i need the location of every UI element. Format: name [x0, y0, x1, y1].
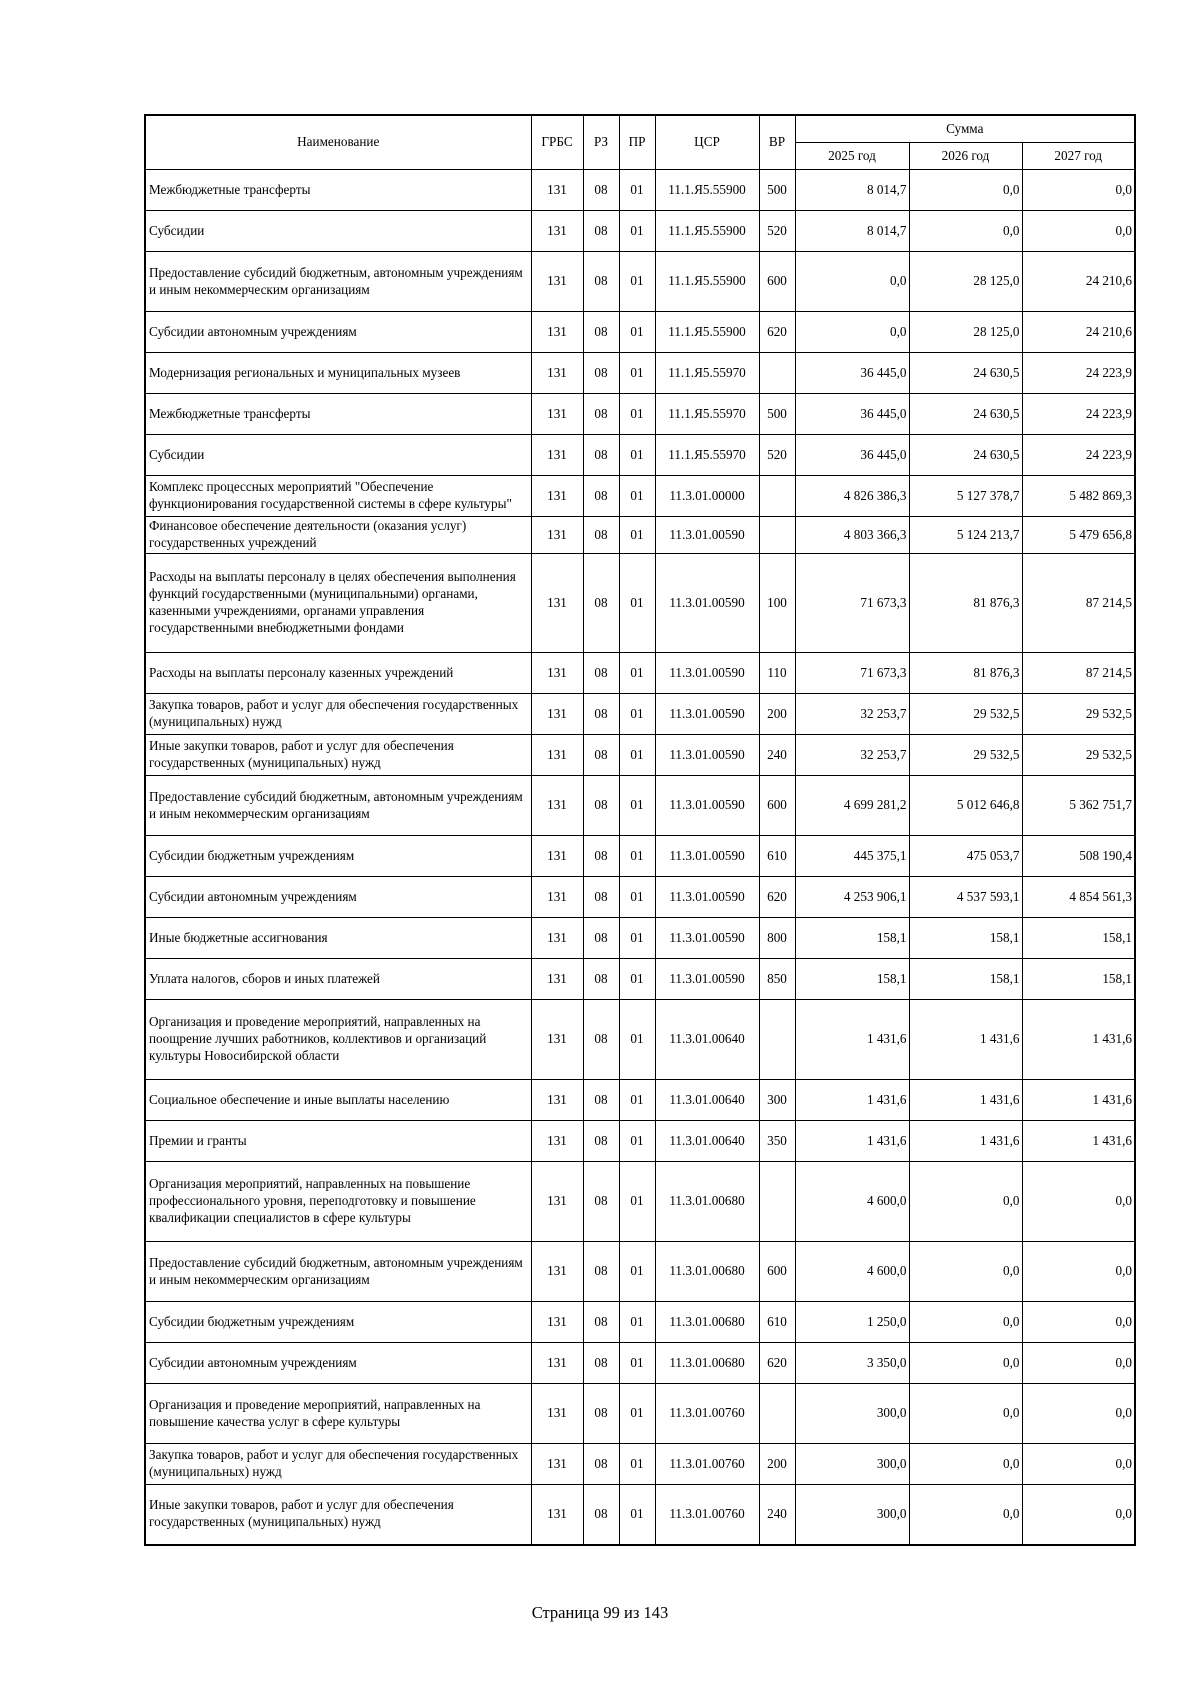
cell-pr: 01: [619, 170, 655, 211]
cell-rz: 08: [583, 1121, 619, 1162]
cell-rz: 08: [583, 1302, 619, 1343]
cell-2026: 28 125,0: [909, 312, 1022, 353]
table-row: [145, 554, 1135, 653]
cell-vr: 520: [759, 435, 795, 476]
table-row: [145, 1000, 1135, 1080]
cell-2026: 81 876,3: [909, 554, 1022, 653]
cell-2027: 29 532,5: [1022, 735, 1135, 776]
cell-rz: 08: [583, 1384, 619, 1444]
header-2025: 2025 год: [795, 143, 909, 170]
cell-2026: 5 127 378,7: [909, 476, 1022, 517]
cell-2025: 4 600,0: [795, 1242, 909, 1302]
header-grbs: ГРБС: [531, 115, 583, 170]
cell-2027: 0,0: [1022, 1384, 1135, 1444]
cell-pr: 01: [619, 1485, 655, 1545]
cell-vr: 600: [759, 252, 795, 312]
cell-2026: 5 124 213,7: [909, 517, 1022, 554]
cell-pr: 01: [619, 211, 655, 252]
cell-2027: 1 431,6: [1022, 1121, 1135, 1162]
cell-2026: 158,1: [909, 918, 1022, 959]
cell-2025: 158,1: [795, 918, 909, 959]
cell-name: Иные бюджетные ассигнования: [145, 918, 531, 959]
table-row: [145, 476, 1135, 517]
cell-2027: 5 482 869,3: [1022, 476, 1135, 517]
cell-csr: 11.1.Я5.55970: [655, 394, 759, 435]
cell-rz: 08: [583, 211, 619, 252]
table-row: [145, 877, 1135, 918]
cell-2027: 0,0: [1022, 1485, 1135, 1545]
cell-csr: 11.3.01.00640: [655, 1121, 759, 1162]
header-row: [145, 115, 1135, 143]
cell-2027: 24 210,6: [1022, 252, 1135, 312]
cell-pr: 01: [619, 1080, 655, 1121]
cell-2027: 0,0: [1022, 1242, 1135, 1302]
cell-2025: 3 350,0: [795, 1343, 909, 1384]
cell-2027: 24 210,6: [1022, 312, 1135, 353]
cell-grbs: 131: [531, 877, 583, 918]
cell-2027: 0,0: [1022, 170, 1135, 211]
table-row: [145, 435, 1135, 476]
cell-csr: 11.3.01.00590: [655, 517, 759, 554]
cell-2026: 475 053,7: [909, 836, 1022, 877]
cell-2027: 24 223,9: [1022, 394, 1135, 435]
cell-csr: 11.3.01.00000: [655, 476, 759, 517]
cell-name: Субсидии: [145, 435, 531, 476]
table-row: [145, 1302, 1135, 1343]
cell-name: Субсидии: [145, 211, 531, 252]
cell-vr: 350: [759, 1121, 795, 1162]
cell-vr: 240: [759, 735, 795, 776]
cell-2026: 24 630,5: [909, 435, 1022, 476]
cell-pr: 01: [619, 836, 655, 877]
cell-rz: 08: [583, 394, 619, 435]
cell-2025: 445 375,1: [795, 836, 909, 877]
header-name: Наименование: [145, 115, 531, 170]
cell-grbs: 131: [531, 1384, 583, 1444]
cell-vr: 850: [759, 959, 795, 1000]
cell-csr: 11.3.01.00590: [655, 836, 759, 877]
cell-2025: 300,0: [795, 1444, 909, 1485]
cell-2027: 5 479 656,8: [1022, 517, 1135, 554]
cell-csr: 11.3.01.00680: [655, 1162, 759, 1242]
cell-name: Межбюджетные трансферты: [145, 170, 531, 211]
cell-rz: 08: [583, 877, 619, 918]
cell-csr: 11.3.01.00680: [655, 1343, 759, 1384]
cell-pr: 01: [619, 776, 655, 836]
cell-csr: 11.3.01.00680: [655, 1302, 759, 1343]
cell-name: Расходы на выплаты персоналу в целях обеспечения выполнения функций государственными (муниципальными) органами, казенными учреждениями, органами управления государственными внебюджетными фондами: [145, 554, 531, 653]
cell-vr: [759, 1000, 795, 1080]
cell-csr: 11.1.Я5.55900: [655, 312, 759, 353]
cell-pr: 01: [619, 653, 655, 694]
table-row: [145, 1080, 1135, 1121]
cell-name: Модернизация региональных и муниципальных музеев: [145, 353, 531, 394]
cell-2027: 29 532,5: [1022, 694, 1135, 735]
table-row: [145, 312, 1135, 353]
cell-vr: [759, 1162, 795, 1242]
cell-grbs: 131: [531, 653, 583, 694]
cell-vr: 100: [759, 554, 795, 653]
cell-2025: 36 445,0: [795, 435, 909, 476]
cell-2025: 0,0: [795, 312, 909, 353]
cell-pr: 01: [619, 252, 655, 312]
cell-name: Иные закупки товаров, работ и услуг для обеспечения государственных (муниципальных) нужд: [145, 735, 531, 776]
cell-2027: 158,1: [1022, 918, 1135, 959]
table-row: [145, 918, 1135, 959]
cell-name: Субсидии автономным учреждениям: [145, 877, 531, 918]
cell-2026: 1 431,6: [909, 1000, 1022, 1080]
table-row: [145, 1485, 1135, 1545]
cell-pr: 01: [619, 1162, 655, 1242]
cell-csr: 11.3.01.00640: [655, 1000, 759, 1080]
cell-name: Организация и проведение мероприятий, направленных на поощрение лучших работников, коллективов и организаций культуры Новосибирской области: [145, 1000, 531, 1080]
cell-rz: 08: [583, 1444, 619, 1485]
cell-rz: 08: [583, 1162, 619, 1242]
cell-rz: 08: [583, 435, 619, 476]
table-row: [145, 1384, 1135, 1444]
cell-vr: 620: [759, 1343, 795, 1384]
cell-pr: 01: [619, 918, 655, 959]
cell-name: Финансовое обеспечение деятельности (оказания услуг) государственных учреждений: [145, 517, 531, 554]
cell-2025: 4 253 906,1: [795, 877, 909, 918]
cell-vr: 800: [759, 918, 795, 959]
cell-name: Предоставление субсидий бюджетным, автономным учреждениям и иным некоммерческим организациям: [145, 776, 531, 836]
cell-csr: 11.3.01.00760: [655, 1444, 759, 1485]
cell-2027: 24 223,9: [1022, 353, 1135, 394]
table-row: [145, 1121, 1135, 1162]
cell-vr: 620: [759, 877, 795, 918]
cell-name: Межбюджетные трансферты: [145, 394, 531, 435]
cell-2025: 36 445,0: [795, 353, 909, 394]
cell-grbs: 131: [531, 394, 583, 435]
cell-name: Организация и проведение мероприятий, направленных на повышение качества услуг в сфере культуры: [145, 1384, 531, 1444]
cell-rz: 08: [583, 353, 619, 394]
cell-rz: 08: [583, 1242, 619, 1302]
table-row: [145, 252, 1135, 312]
header-rz: РЗ: [583, 115, 619, 170]
cell-2026: 28 125,0: [909, 252, 1022, 312]
cell-pr: 01: [619, 394, 655, 435]
cell-grbs: 131: [531, 170, 583, 211]
cell-vr: 600: [759, 1242, 795, 1302]
cell-2026: 29 532,5: [909, 694, 1022, 735]
cell-2027: 0,0: [1022, 1444, 1135, 1485]
cell-vr: 520: [759, 211, 795, 252]
cell-2027: 87 214,5: [1022, 653, 1135, 694]
table-row: [145, 776, 1135, 836]
cell-name: Премии и гранты: [145, 1121, 531, 1162]
cell-rz: 08: [583, 252, 619, 312]
cell-2026: 81 876,3: [909, 653, 1022, 694]
cell-pr: 01: [619, 1242, 655, 1302]
cell-2025: 32 253,7: [795, 694, 909, 735]
cell-csr: 11.1.Я5.55900: [655, 211, 759, 252]
cell-2025: 1 431,6: [795, 1000, 909, 1080]
cell-2025: 1 431,6: [795, 1080, 909, 1121]
cell-pr: 01: [619, 1343, 655, 1384]
cell-pr: 01: [619, 959, 655, 1000]
cell-vr: [759, 353, 795, 394]
cell-grbs: 131: [531, 836, 583, 877]
cell-pr: 01: [619, 312, 655, 353]
cell-name: Субсидии автономным учреждениям: [145, 312, 531, 353]
cell-2026: 0,0: [909, 1242, 1022, 1302]
cell-grbs: 131: [531, 1080, 583, 1121]
cell-vr: [759, 517, 795, 554]
cell-2025: 0,0: [795, 252, 909, 312]
cell-2026: 0,0: [909, 170, 1022, 211]
cell-csr: 11.3.01.00640: [655, 1080, 759, 1121]
cell-rz: 08: [583, 476, 619, 517]
cell-pr: 01: [619, 1121, 655, 1162]
cell-csr: 11.1.Я5.55970: [655, 435, 759, 476]
cell-pr: 01: [619, 517, 655, 554]
cell-rz: 08: [583, 554, 619, 653]
cell-vr: [759, 1384, 795, 1444]
table-row: [145, 959, 1135, 1000]
header-2027: 2027 год: [1022, 143, 1135, 170]
cell-csr: 11.3.01.00590: [655, 694, 759, 735]
cell-2026: 1 431,6: [909, 1080, 1022, 1121]
cell-name: Социальное обеспечение и иные выплаты населению: [145, 1080, 531, 1121]
cell-2026: 29 532,5: [909, 735, 1022, 776]
cell-2027: 0,0: [1022, 1302, 1135, 1343]
cell-2025: 36 445,0: [795, 394, 909, 435]
cell-rz: 08: [583, 170, 619, 211]
cell-name: Иные закупки товаров, работ и услуг для обеспечения государственных (муниципальных) нужд: [145, 1485, 531, 1545]
table-row: [145, 735, 1135, 776]
cell-pr: 01: [619, 694, 655, 735]
cell-grbs: 131: [531, 776, 583, 836]
cell-rz: 08: [583, 1343, 619, 1384]
cell-2026: 24 630,5: [909, 394, 1022, 435]
cell-rz: 08: [583, 694, 619, 735]
header-2026: 2026 год: [909, 143, 1022, 170]
cell-2025: 300,0: [795, 1384, 909, 1444]
cell-grbs: 131: [531, 554, 583, 653]
table-row: [145, 517, 1135, 554]
cell-name: Расходы на выплаты персоналу казенных учреждений: [145, 653, 531, 694]
cell-rz: 08: [583, 918, 619, 959]
cell-2025: 8 014,7: [795, 211, 909, 252]
cell-2027: 1 431,6: [1022, 1000, 1135, 1080]
cell-2025: 4 699 281,2: [795, 776, 909, 836]
table-row: [145, 211, 1135, 252]
cell-csr: 11.1.Я5.55970: [655, 353, 759, 394]
table-row: [145, 1162, 1135, 1242]
cell-pr: 01: [619, 1302, 655, 1343]
cell-csr: 11.3.01.00760: [655, 1485, 759, 1545]
cell-grbs: 131: [531, 735, 583, 776]
cell-vr: 610: [759, 1302, 795, 1343]
cell-csr: 11.3.01.00590: [655, 959, 759, 1000]
cell-2025: 71 673,3: [795, 554, 909, 653]
header-sum: Сумма: [795, 115, 1135, 143]
cell-csr: 11.1.Я5.55900: [655, 252, 759, 312]
cell-vr: 610: [759, 836, 795, 877]
header-csr: ЦСР: [655, 115, 759, 170]
cell-vr: 200: [759, 694, 795, 735]
cell-grbs: 131: [531, 959, 583, 1000]
table-row: [145, 170, 1135, 211]
cell-vr: 200: [759, 1444, 795, 1485]
cell-2027: 508 190,4: [1022, 836, 1135, 877]
cell-name: Предоставление субсидий бюджетным, автономным учреждениям и иным некоммерческим организациям: [145, 1242, 531, 1302]
cell-2026: 1 431,6: [909, 1121, 1022, 1162]
cell-2027: 5 362 751,7: [1022, 776, 1135, 836]
cell-2025: 300,0: [795, 1485, 909, 1545]
cell-2025: 4 803 366,3: [795, 517, 909, 554]
cell-rz: 08: [583, 1485, 619, 1545]
cell-grbs: 131: [531, 1000, 583, 1080]
cell-csr: 11.3.01.00590: [655, 735, 759, 776]
cell-2026: 4 537 593,1: [909, 877, 1022, 918]
cell-rz: 08: [583, 1080, 619, 1121]
header-vr: ВР: [759, 115, 795, 170]
cell-vr: [759, 476, 795, 517]
cell-pr: 01: [619, 877, 655, 918]
cell-csr: 11.3.01.00680: [655, 1242, 759, 1302]
cell-2027: 1 431,6: [1022, 1080, 1135, 1121]
cell-grbs: 131: [531, 435, 583, 476]
table-row: [145, 653, 1135, 694]
cell-2026: 0,0: [909, 1485, 1022, 1545]
cell-name: Закупка товаров, работ и услуг для обеспечения государственных (муниципальных) нужд: [145, 1444, 531, 1485]
table-row: [145, 694, 1135, 735]
cell-2026: 0,0: [909, 1162, 1022, 1242]
cell-grbs: 131: [531, 1302, 583, 1343]
cell-rz: 08: [583, 959, 619, 1000]
cell-pr: 01: [619, 735, 655, 776]
table-row: [145, 1242, 1135, 1302]
cell-grbs: 131: [531, 918, 583, 959]
cell-2026: 0,0: [909, 1302, 1022, 1343]
cell-pr: 01: [619, 353, 655, 394]
cell-2027: 0,0: [1022, 1343, 1135, 1384]
cell-pr: 01: [619, 1384, 655, 1444]
cell-vr: 240: [759, 1485, 795, 1545]
cell-vr: 110: [759, 653, 795, 694]
cell-name: Субсидии бюджетным учреждениям: [145, 1302, 531, 1343]
cell-grbs: 131: [531, 1485, 583, 1545]
cell-pr: 01: [619, 554, 655, 653]
cell-2025: 71 673,3: [795, 653, 909, 694]
table-row: [145, 1444, 1135, 1485]
cell-pr: 01: [619, 1444, 655, 1485]
cell-name: Субсидии автономным учреждениям: [145, 1343, 531, 1384]
cell-name: Предоставление субсидий бюджетным, автономным учреждениям и иным некоммерческим организациям: [145, 252, 531, 312]
cell-2027: 158,1: [1022, 959, 1135, 1000]
cell-grbs: 131: [531, 1444, 583, 1485]
budget-table: [144, 114, 1136, 1546]
cell-grbs: 131: [531, 476, 583, 517]
cell-2025: 4 600,0: [795, 1162, 909, 1242]
table-row: [145, 353, 1135, 394]
cell-grbs: 131: [531, 312, 583, 353]
cell-2027: 87 214,5: [1022, 554, 1135, 653]
cell-name: Организация мероприятий, направленных на повышение профессионального уровня, переподготовку и повышение квалификации специалистов в сфере культуры: [145, 1162, 531, 1242]
cell-2025: 1 431,6: [795, 1121, 909, 1162]
cell-rz: 08: [583, 776, 619, 836]
cell-2027: 0,0: [1022, 211, 1135, 252]
page-number: Страница 99 из 143: [531, 1603, 669, 1622]
cell-rz: 08: [583, 517, 619, 554]
cell-2025: 32 253,7: [795, 735, 909, 776]
cell-vr: 620: [759, 312, 795, 353]
cell-pr: 01: [619, 476, 655, 517]
cell-name: Уплата налогов, сборов и иных платежей: [145, 959, 531, 1000]
cell-rz: 08: [583, 836, 619, 877]
cell-vr: 300: [759, 1080, 795, 1121]
cell-2027: 0,0: [1022, 1162, 1135, 1242]
cell-2026: 24 630,5: [909, 353, 1022, 394]
cell-2026: 158,1: [909, 959, 1022, 1000]
cell-grbs: 131: [531, 694, 583, 735]
cell-2026: 5 012 646,8: [909, 776, 1022, 836]
cell-rz: 08: [583, 312, 619, 353]
cell-grbs: 131: [531, 252, 583, 312]
cell-2026: 0,0: [909, 1444, 1022, 1485]
cell-csr: 11.3.01.00590: [655, 877, 759, 918]
table-row: [145, 394, 1135, 435]
cell-pr: 01: [619, 1000, 655, 1080]
cell-2027: 4 854 561,3: [1022, 877, 1135, 918]
cell-pr: 01: [619, 435, 655, 476]
header-pr: ПР: [619, 115, 655, 170]
table-row: [145, 836, 1135, 877]
cell-2025: 4 826 386,3: [795, 476, 909, 517]
cell-name: Закупка товаров, работ и услуг для обеспечения государственных (муниципальных) нужд: [145, 694, 531, 735]
cell-2025: 1 250,0: [795, 1302, 909, 1343]
cell-2026: 0,0: [909, 211, 1022, 252]
cell-vr: 600: [759, 776, 795, 836]
cell-rz: 08: [583, 653, 619, 694]
cell-csr: 11.1.Я5.55900: [655, 170, 759, 211]
table-row: [145, 1343, 1135, 1384]
cell-csr: 11.3.01.00590: [655, 554, 759, 653]
cell-rz: 08: [583, 1000, 619, 1080]
cell-vr: 500: [759, 394, 795, 435]
cell-grbs: 131: [531, 1121, 583, 1162]
cell-grbs: 131: [531, 211, 583, 252]
cell-name: Комплекс процессных мероприятий "Обеспечение функционирования государственной системы в сфере культуры": [145, 476, 531, 517]
cell-vr: 500: [759, 170, 795, 211]
cell-grbs: 131: [531, 1343, 583, 1384]
cell-grbs: 131: [531, 353, 583, 394]
cell-grbs: 131: [531, 517, 583, 554]
cell-name: Субсидии бюджетным учреждениям: [145, 836, 531, 877]
cell-grbs: 131: [531, 1162, 583, 1242]
cell-csr: 11.3.01.00590: [655, 918, 759, 959]
cell-csr: 11.3.01.00590: [655, 653, 759, 694]
cell-2026: 0,0: [909, 1343, 1022, 1384]
cell-csr: 11.3.01.00760: [655, 1384, 759, 1444]
cell-2026: 0,0: [909, 1384, 1022, 1444]
cell-2025: 8 014,7: [795, 170, 909, 211]
cell-2025: 158,1: [795, 959, 909, 1000]
cell-grbs: 131: [531, 1242, 583, 1302]
cell-csr: 11.3.01.00590: [655, 776, 759, 836]
cell-rz: 08: [583, 735, 619, 776]
cell-2027: 24 223,9: [1022, 435, 1135, 476]
